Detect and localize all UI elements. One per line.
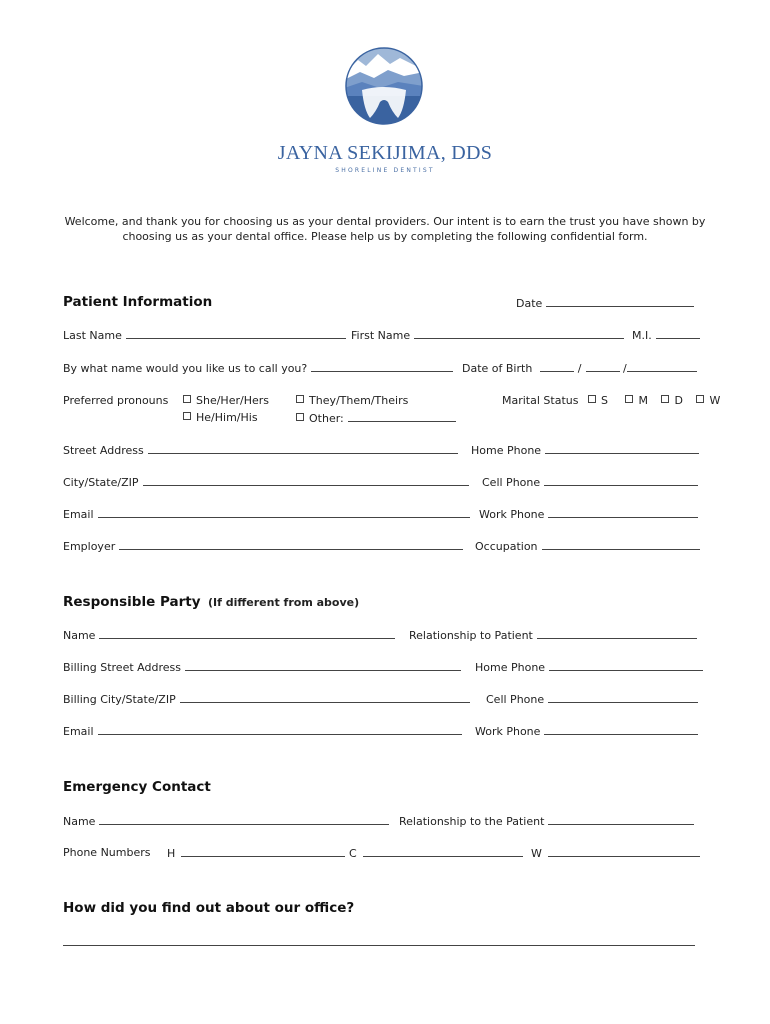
- email-label: Email: [63, 508, 94, 521]
- billing-street-label: Billing Street Address: [63, 661, 181, 674]
- rp-name-label: Name: [63, 629, 96, 642]
- welcome-text: Welcome, and thank you for choosing us as your dental providers. Our intent is to earn the trust you have shown by choosing us as your dental office. Please help us by completing the following confidential form.: [64, 215, 706, 243]
- pronouns-label: Preferred pronouns: [63, 394, 169, 407]
- pronoun-option[interactable]: They/Them/Theirs: [296, 394, 408, 407]
- marital-option[interactable]: D: [661, 394, 682, 407]
- work-phone-label: Work Phone: [479, 508, 545, 521]
- rp-name-field[interactable]: [99, 628, 395, 639]
- email-field[interactable]: [98, 507, 470, 518]
- ec-work-label: W: [531, 847, 542, 860]
- phone-numbers-label: Phone Numbers: [63, 846, 151, 859]
- checkbox-icon[interactable]: [183, 412, 191, 420]
- rp-home-phone-field[interactable]: [549, 660, 703, 671]
- marital-status-label: Marital Status: [502, 394, 579, 407]
- ec-home-field[interactable]: [181, 846, 345, 857]
- billing-city-label: Billing City/State/ZIP: [63, 693, 176, 706]
- checkbox-icon[interactable]: [588, 395, 596, 403]
- ec-work-field[interactable]: [548, 846, 700, 857]
- billing-street-field[interactable]: [185, 660, 461, 671]
- ec-cell-label: C: [349, 847, 357, 860]
- ec-name-label: Name: [63, 815, 96, 828]
- checkbox-icon[interactable]: [696, 395, 704, 403]
- rp-work-phone-label: Work Phone: [475, 725, 541, 738]
- dob-separator: /: [623, 362, 627, 375]
- rp-cell-phone-label: Cell Phone: [486, 693, 545, 706]
- home-phone-label: Home Phone: [471, 444, 542, 457]
- rp-home-phone-label: Home Phone: [475, 661, 546, 674]
- city-label: City/State/ZIP: [63, 476, 139, 489]
- ec-relationship-field[interactable]: [548, 814, 694, 825]
- responsible-party-heading: Responsible Party: [63, 594, 201, 610]
- checkbox-icon[interactable]: [296, 395, 304, 403]
- rp-cell-phone-field[interactable]: [548, 692, 698, 703]
- practice-name: JAYNA SEKIJIMA, DDS: [277, 142, 493, 164]
- last-name-label: Last Name: [63, 329, 122, 342]
- pronoun-other-field[interactable]: [348, 411, 456, 422]
- ec-home-label: H: [167, 847, 176, 860]
- mi-field[interactable]: [656, 328, 700, 339]
- dob-year-field[interactable]: [627, 361, 697, 372]
- dob-separator: /: [577, 362, 582, 375]
- employer-label: Employer: [63, 540, 116, 553]
- first-name-label: First Name: [351, 329, 411, 342]
- pronoun-option[interactable]: Other:: [296, 411, 456, 425]
- marital-option[interactable]: W: [696, 394, 720, 407]
- dob-label: Date of Birth: [462, 362, 533, 375]
- preferred-name-field[interactable]: [311, 361, 453, 372]
- practice-tagline: SHORELINE DENTIST: [335, 167, 435, 174]
- mi-label: M.I.: [632, 329, 652, 342]
- occupation-field[interactable]: [542, 539, 700, 550]
- dob-day-field[interactable]: [586, 361, 620, 372]
- rp-email-label: Email: [63, 725, 94, 738]
- patient-info-heading: Patient Information: [63, 294, 213, 310]
- ec-cell-field[interactable]: [363, 846, 523, 857]
- ec-name-field[interactable]: [99, 814, 389, 825]
- street-field[interactable]: [148, 443, 458, 454]
- dob-month-field[interactable]: [540, 361, 574, 372]
- date-label: Date: [516, 297, 543, 310]
- work-phone-field[interactable]: [548, 507, 698, 518]
- employer-field[interactable]: [119, 539, 463, 550]
- checkbox-icon[interactable]: [661, 395, 669, 403]
- city-field[interactable]: [143, 475, 469, 486]
- occupation-label: Occupation: [475, 540, 538, 553]
- street-label: Street Address: [63, 444, 144, 457]
- checkbox-icon[interactable]: [183, 395, 191, 403]
- pronoun-option[interactable]: He/Him/His: [183, 411, 258, 424]
- first-name-field[interactable]: [414, 328, 624, 339]
- rp-relationship-field[interactable]: [537, 628, 697, 639]
- billing-city-field[interactable]: [180, 692, 470, 703]
- ec-relationship-label: Relationship to the Patient: [399, 815, 545, 828]
- referral-field[interactable]: [63, 945, 695, 946]
- preferred-name-label: By what name would you like us to call you?: [63, 362, 308, 375]
- cell-phone-field[interactable]: [544, 475, 698, 486]
- pronoun-option[interactable]: She/Her/Hers: [183, 394, 269, 407]
- rp-relationship-label: Relationship to Patient: [409, 629, 533, 642]
- emergency-contact-heading: Emergency Contact: [63, 779, 211, 795]
- date-field[interactable]: [546, 296, 694, 307]
- marital-option[interactable]: S: [588, 394, 608, 407]
- rp-work-phone-field[interactable]: [544, 724, 698, 735]
- home-phone-field[interactable]: [545, 443, 699, 454]
- referral-heading: How did you find out about our office?: [63, 900, 355, 916]
- checkbox-icon[interactable]: [296, 413, 304, 421]
- last-name-field[interactable]: [126, 328, 346, 339]
- checkbox-icon[interactable]: [625, 395, 633, 403]
- cell-phone-label: Cell Phone: [482, 476, 541, 489]
- rp-email-field[interactable]: [98, 724, 462, 735]
- dentist-logo: [344, 46, 424, 126]
- marital-option[interactable]: M: [625, 394, 648, 407]
- responsible-party-note: (If different from above): [208, 596, 360, 609]
